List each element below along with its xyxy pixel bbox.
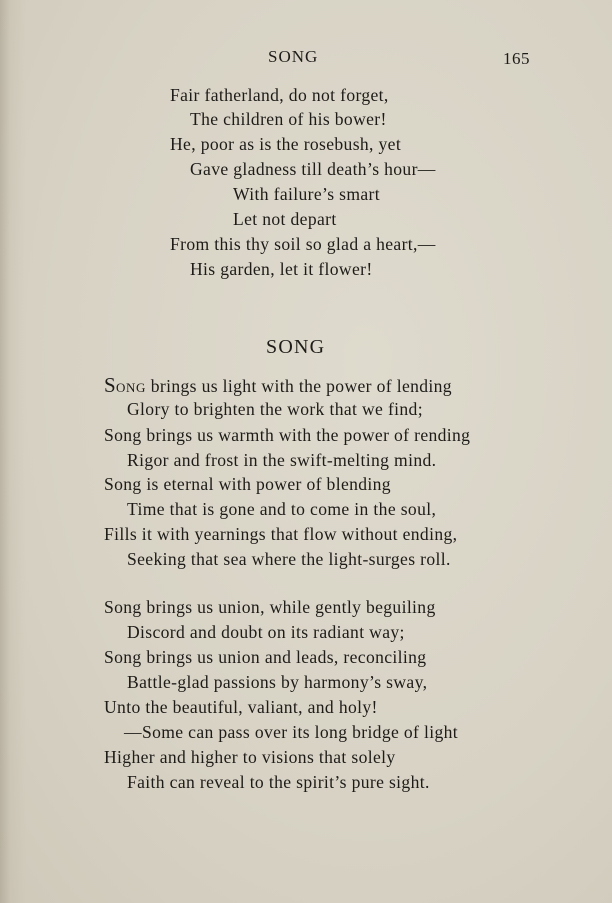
verse-line: Fills it with yearnings that flow without ending, [104,524,458,544]
verse-line: Fair fatherland, do not forget, [170,85,389,105]
verse-line: Time that is gone and to come in the soul, [127,499,437,519]
verse-line: Battle-glad passions by harmony’s sway, [127,672,428,692]
verse-line: Gave gladness till death’s hour— [190,159,436,179]
verse-line: Higher and higher to visions that solely [104,747,396,767]
verse-line: With failure’s smart [233,184,381,204]
verse-line: Discord and doubt on its radiant way; [127,622,405,642]
verse-line: —Some can pass over its long bridge of light [124,722,458,742]
verse-line: Song brings us warmth with the power of rending [104,425,471,445]
running-head [0,47,612,71]
small-caps-word: ONG [116,380,146,395]
verse-line: Faith can reveal to the spirit’s pure sight. [127,772,430,792]
page-number: 165 [503,49,530,68]
verse-line: He, poor as is the rosebush, yet [170,134,402,154]
verse-line: From this thy soil so glad a heart,— [170,234,436,254]
running-head-title: SONG [268,47,319,66]
verse-line: His garden, let it flower! [190,259,373,279]
verse-line: Unto the beautiful, valiant, and holy! [104,697,378,717]
verse-line: Seeking that sea where the light-surges roll. [127,549,451,569]
initial-capital: S [104,373,117,397]
verse-line: Let not depart [233,209,337,229]
verse-line: Song brings us union, while gently beguiling [104,597,436,617]
first-line-rest: brings us light with the power of lending [146,376,452,396]
poem-title: SONG [266,336,326,358]
verse-line: The children of his bower! [190,109,387,129]
verse-line: Song brings us union and leads, reconciling [104,647,427,667]
verse-line: Song is eternal with power of blending [104,474,391,494]
verse-line: Glory to brighten the work that we find; [127,399,423,419]
verse-line-first [104,373,452,398]
verse-line: Rigor and frost in the swift-melting mind. [127,450,437,470]
